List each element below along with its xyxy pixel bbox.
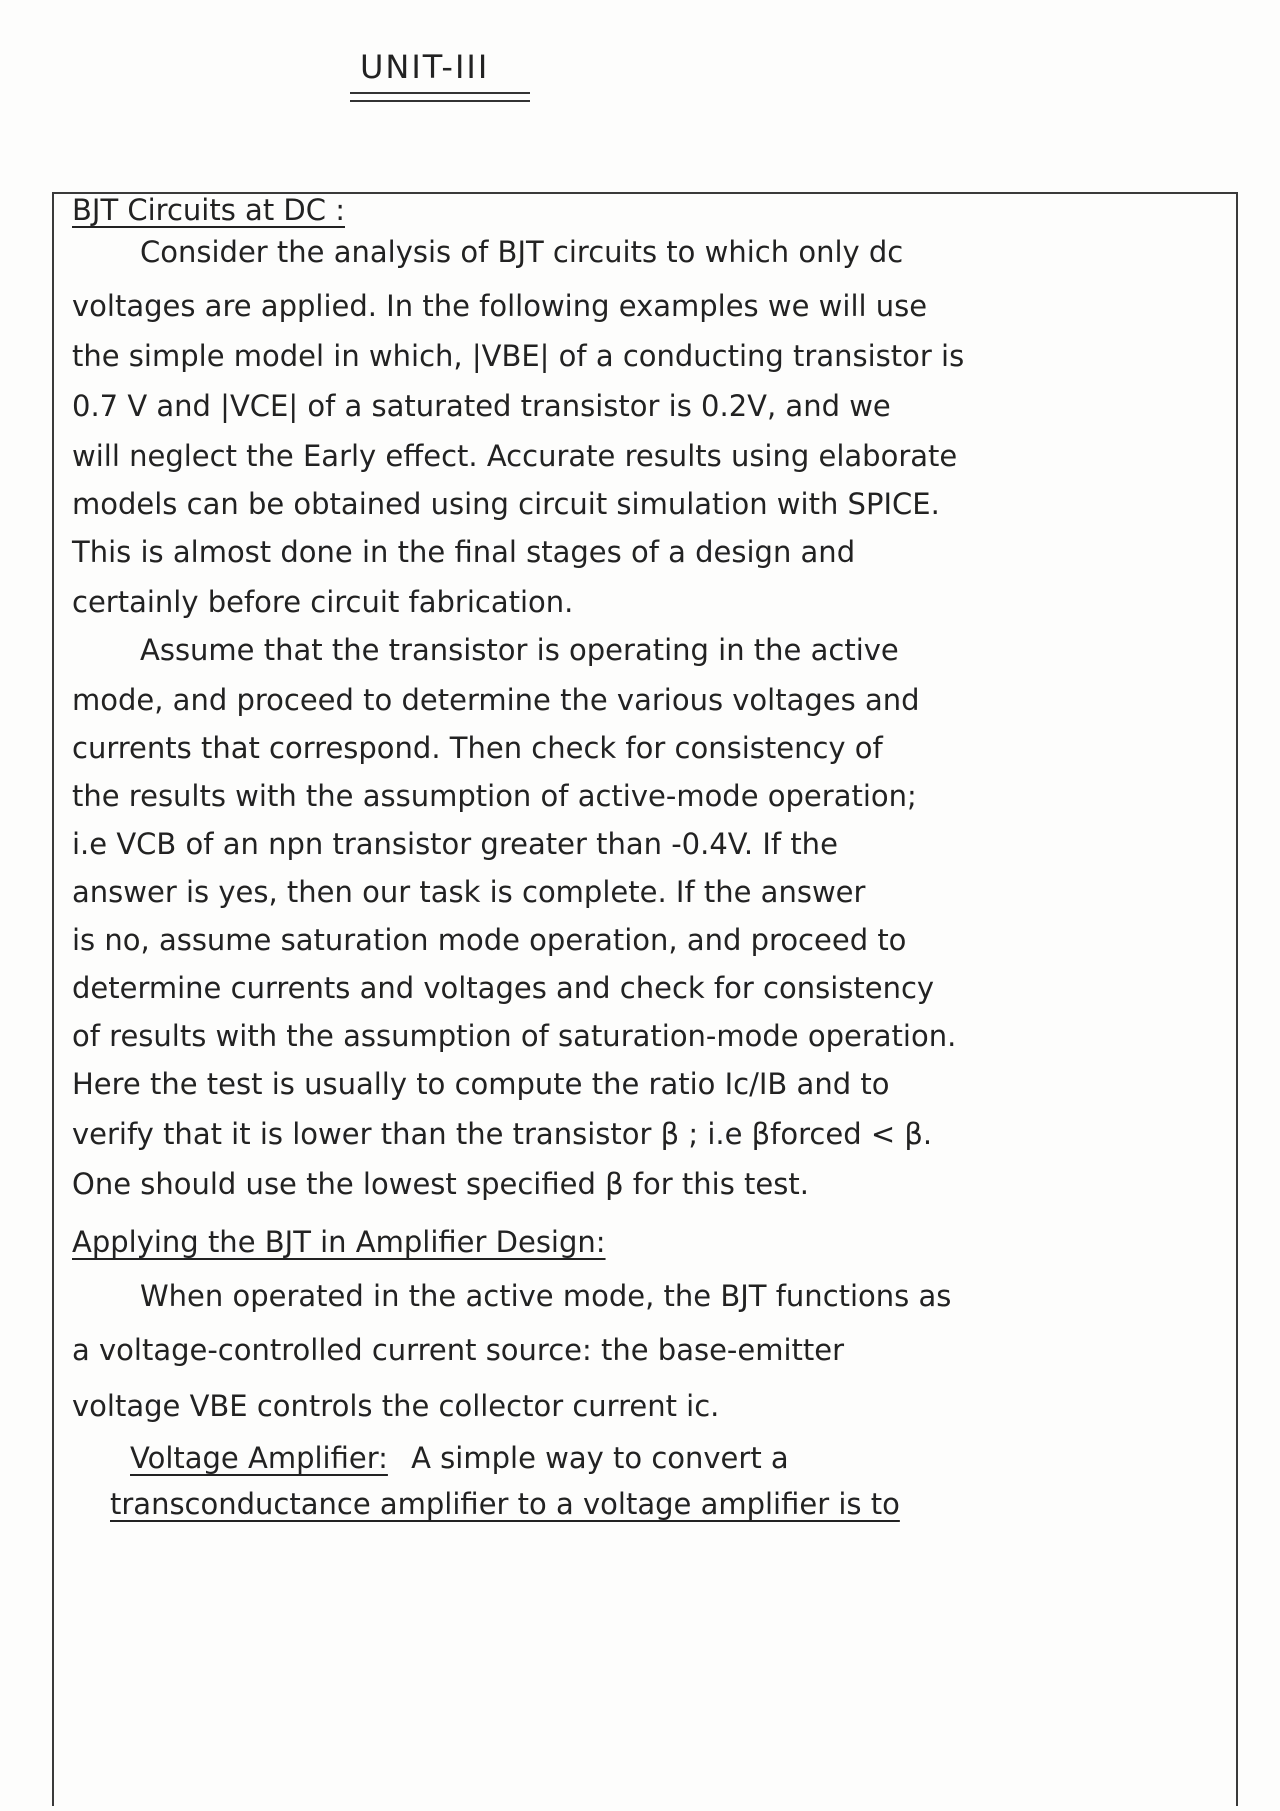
text-line: mode, and proceed to determine the various voltages and — [72, 683, 920, 717]
text-line: is no, assume saturation mode operation, and proceed to — [72, 923, 907, 957]
section-heading-amplifier-design: Applying the BJT in Amplifier Design: — [72, 1225, 606, 1259]
title-underline-2 — [350, 100, 530, 102]
text-line: Consider the analysis of BJT circuits to which only dc — [140, 235, 904, 269]
page-title: UNIT-III — [360, 48, 490, 86]
text-line: currents that correspond. Then check for consistency of — [72, 731, 883, 765]
text-line: certainly before circuit fabrication. — [72, 585, 574, 619]
text-line: transconductance amplifier to a voltage amplifier is to — [110, 1487, 900, 1521]
text-line: voltages are applied. In the following examples we will use — [72, 289, 928, 323]
text-line: will neglect the Early effect. Accurate results using elaborate — [72, 439, 958, 473]
text-line: determine currents and voltages and check for consistency — [72, 971, 935, 1005]
text-line: This is almost done in the final stages of a design and — [72, 535, 856, 569]
voltage-amplifier-line — [130, 1438, 1220, 1478]
text-line: 0.7 V and |VCE| of a saturated transistor is 0.2V, and we — [72, 389, 891, 423]
text-line: Here the test is usually to compute the ratio Ic/IB and to — [72, 1067, 890, 1101]
text-span: A simple way to convert a — [411, 1441, 789, 1475]
text-line: of results with the assumption of saturation-mode operation. — [72, 1019, 957, 1053]
text-line: When operated in the active mode, the BJT functions as — [140, 1279, 952, 1313]
text-line: answer is yes, then our task is complete. If the answer — [72, 875, 866, 909]
text-line: a voltage-controlled current source: the base-emitter — [72, 1333, 845, 1367]
text-line: the results with the assumption of active-mode operation; — [72, 779, 917, 813]
title-underline — [350, 92, 530, 94]
text-line: i.e VCB of an npn transistor greater than -0.4V. If the — [72, 827, 838, 861]
text-line: One should use the lowest specified β for this test. — [72, 1167, 809, 1201]
text-line: models can be obtained using circuit simulation with SPICE. — [72, 487, 940, 521]
section-heading-voltage-amplifier: Voltage Amplifier: — [130, 1441, 388, 1475]
text-line: Assume that the transistor is operating in the active — [140, 633, 899, 667]
section-heading-bjt-dc: BJT Circuits at DC : — [72, 193, 345, 227]
text-line: voltage VBE controls the collector current ic. — [72, 1389, 720, 1423]
text-line: verify that it is lower than the transistor β ; i.e βforced < β. — [72, 1117, 933, 1151]
text-line: the simple model in which, |VBE| of a conducting transistor is — [72, 339, 965, 373]
